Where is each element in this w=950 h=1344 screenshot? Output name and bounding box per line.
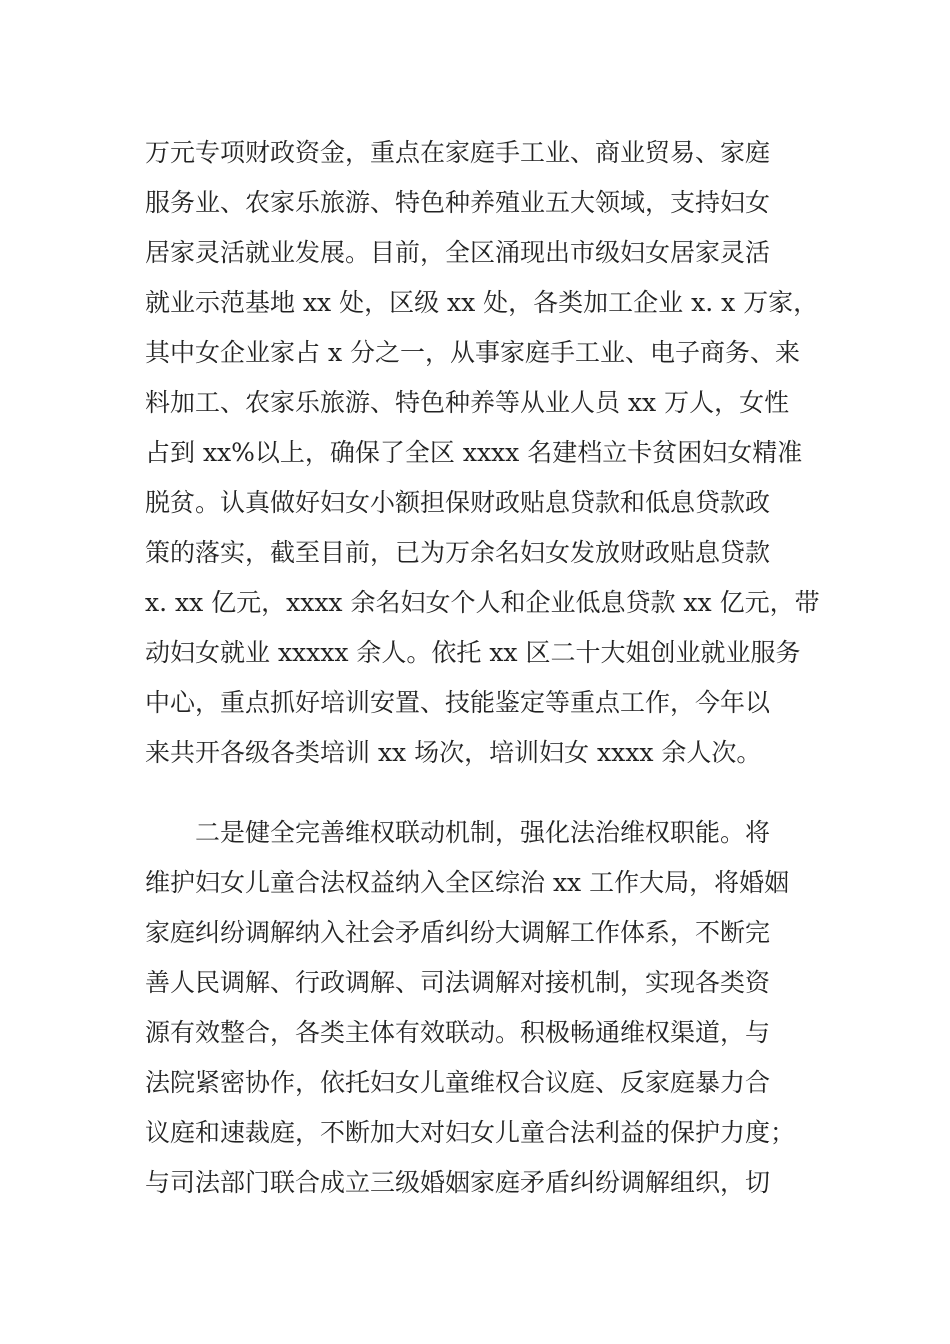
- text-line: 家庭纠纷调解纳入社会矛盾纠纷大调解工作体系，不断完: [145, 918, 771, 947]
- text-line: 万元专项财政资金，重点在家庭手工业、商业贸易、家庭: [145, 138, 771, 167]
- text-line: 源有效整合，各类主体有效联动。积极畅通维权渠道，与: [145, 1018, 771, 1047]
- text-line: 与司法部门联合成立三级婚姻家庭矛盾纠纷调解组织，切: [145, 1168, 771, 1197]
- text-line: 议庭和速裁庭，不断加大对妇女儿童合法利益的保护力度；: [145, 1118, 796, 1147]
- text-line: 动妇女就业 xxxxx 余人。依托 xx 区二十大姐创业就业服务: [145, 638, 801, 667]
- text-line: 维护妇女儿童合法权益纳入全区综治 xx 工作大局，将婚姻: [145, 868, 790, 897]
- text-line: 脱贫。认真做好妇女小额担保财政贴息贷款和低息贷款政: [145, 488, 771, 517]
- text-line: 来共开各级各类培训 xx 场次，培训妇女 xxxx 余人次。: [145, 738, 762, 767]
- paragraph-1: [145, 128, 820, 778]
- text-line: 法院紧密协作，依托妇女儿童维权合议庭、反家庭暴力合: [145, 1068, 771, 1097]
- text-line: 其中女企业家占 x 分之一，从事家庭手工业、电子商务、来: [145, 338, 800, 367]
- text-line: x. xx 亿元，xxxx 余名妇女个人和企业低息贷款 xx 亿元，带: [145, 588, 820, 617]
- text-line: 中心，重点抓好培训安置、技能鉴定等重点工作，今年以: [145, 688, 771, 717]
- text-line: 二是健全完善维权联动机制，强化法治维权职能。将: [195, 818, 771, 847]
- text-line: 善人民调解、行政调解、司法调解对接机制，实现各类资: [145, 968, 771, 997]
- text-line: 策的落实，截至目前，已为万余名妇女发放财政贴息贷款: [145, 538, 771, 567]
- text-line: 居家灵活就业发展。目前，全区涌现出市级妇女居家灵活: [145, 238, 771, 267]
- text-line: 服务业、农家乐旅游、特色种养殖业五大领域，支持妇女: [145, 188, 771, 217]
- text-line: 占到 xx%以上，确保了全区 xxxx 名建档立卡贫困妇女精准: [145, 438, 803, 467]
- paragraph-2: [145, 808, 815, 1208]
- text-line: 就业示范基地 xx 处，区级 xx 处，各类加工企业 x. x 万家，: [145, 288, 819, 317]
- text-line: 料加工、农家乐旅游、特色种养等从业人员 xx 万人，女性: [145, 388, 790, 417]
